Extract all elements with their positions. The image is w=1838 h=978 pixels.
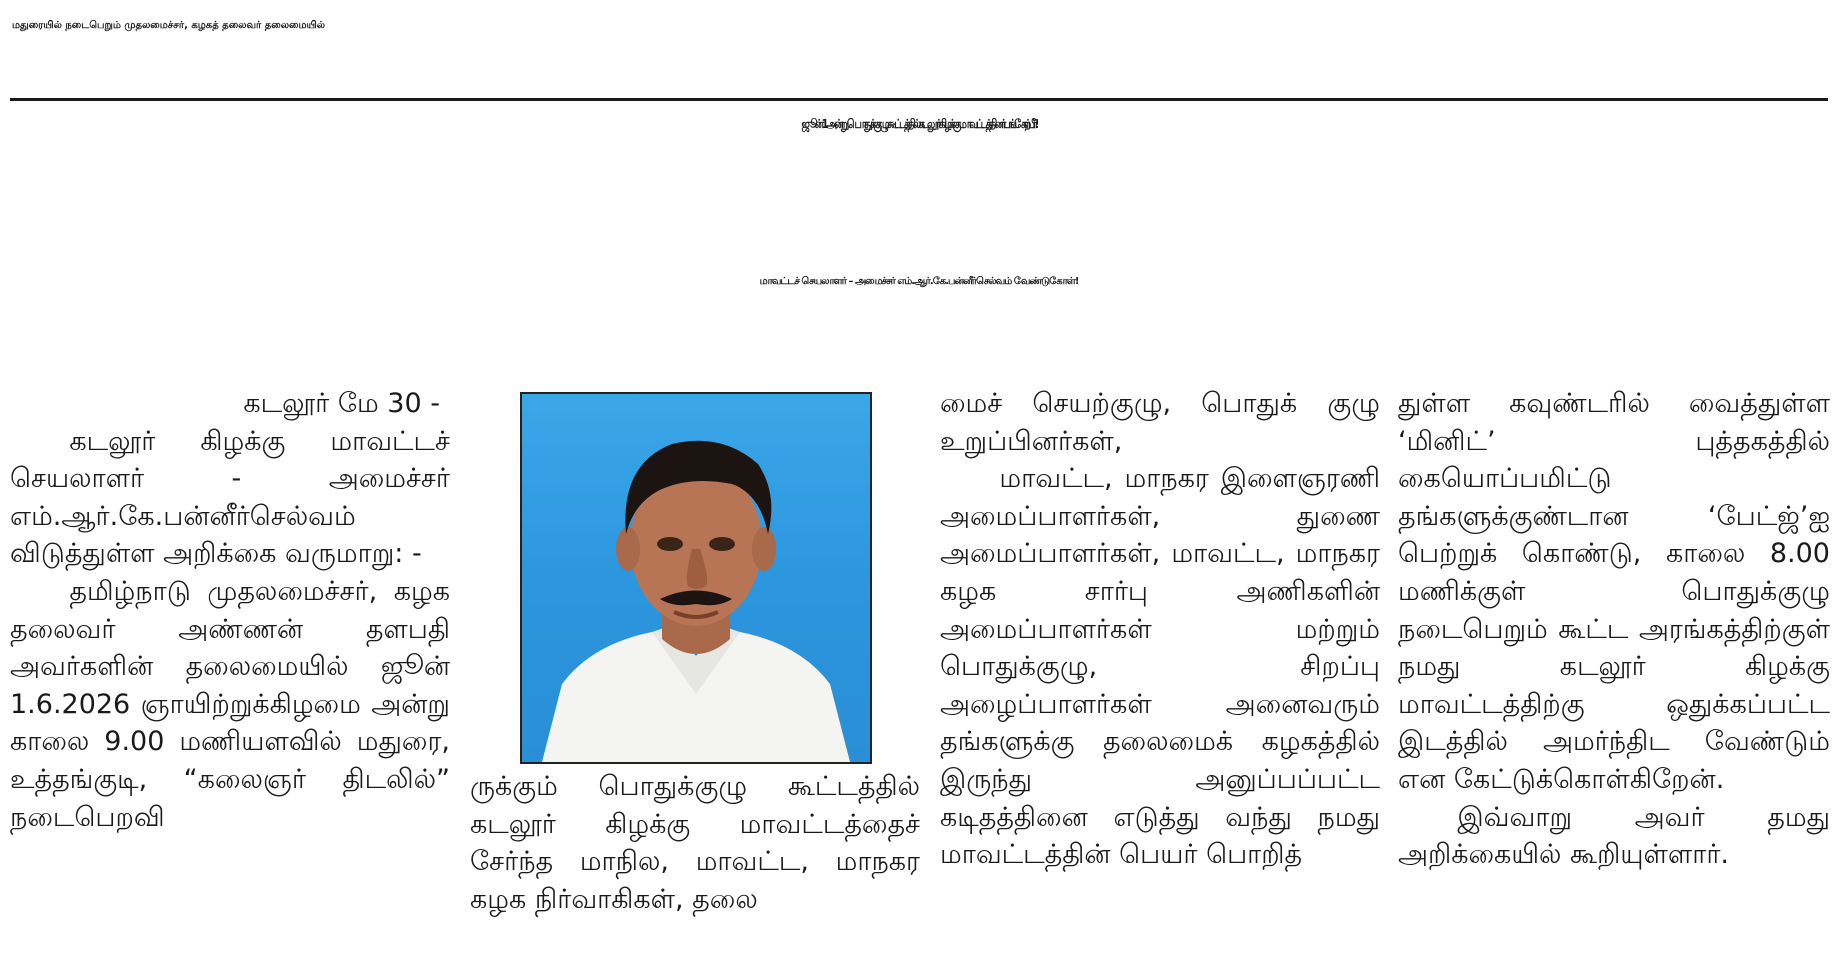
sub-headline: மாவட்டச் செயலாளர் – அமைச்சர் எம்.ஆர்.கே.பன்னீர்செல்வம் வேண்டுகோள்! — [759, 276, 1079, 287]
article-paragraph: ருக்கும் பொதுக்குழு கூட்டத்தில் கடலூர் கிழக்கு மாவட்டத்தைச் சேர்ந்த மாநில, மாவட்ட, மாநகர கழக நிர்வாகிகள், தலை — [470, 771, 920, 915]
article-column-1 — [10, 385, 450, 978]
person-portrait-icon — [522, 394, 870, 762]
article-paragraph: மைச் செயற்குழு, பொதுக் குழு உறுப்பினர்கள், — [940, 388, 1380, 457]
article-paragraph: இவ்வாறு அவர் தமது அறிக்கையில் கூறியுள்ளார். — [1398, 801, 1830, 871]
article-paragraph: துள்ள கவுண்டரில் வைத்துள்ள ‘மினிட்’ புத்தகத்தில் கையொப்பமிட்டு தங்களுக்குண்டான ‘பேட்ஜ்’ஐ பெற்றுக் கொண்டு, காலை 8.00 மணிக்குள் பொதுக்குழு நடைபெறும் கூட்ட அரங்கத்திற்குள் நமது கடலூர் கிழக்கு மாவட்டத்திற்கு ஒதுக்கப்பட்ட இடத்தில் அமர்ந்திட வேண்டும் என கேட்டுக்கொள்கிறேன். — [1398, 388, 1830, 795]
dateline: கடலூர் மே 30 - — [243, 388, 440, 419]
main-headline: ஜூன் 1 அன்று பொதுக்குழு கூட்டத்தில் கடலூர் கிழக்கு மாவட்டத்தினர் பங்கேற்பீர்! — [801, 118, 1037, 132]
article-paragraph: தமிழ்நாடு முதலமைச்சர், கழக தலைவர் அண்ணன் தளபதி அவர்களின் தலைமையில் ஜூன் 1.6.2026 ஞாயிற்றுக்கிழமை அன்று காலை 9.00 மணியளவில் மதுரை, உத்தங்குடி, “கலைஞர் திடலில்” நடைபெறவி — [10, 575, 450, 833]
portrait-photo — [520, 392, 872, 764]
article-column-2 — [470, 768, 920, 978]
article-paragraph: மாவட்ட, மாநகர இளைஞரணி அமைப்பாளர்கள், துணை அமைப்பாளர்கள், மாவட்ட, மாநகர கழக சார்பு அணிகளின் அமைப்பாளர்கள் மற்றும் பொதுக்குழு, சிறப்பு அழைப்பாளர்கள் அனைவரும் தங்களுக்கு தலைமைக் கழகத்தில் இருந்து அனுப்பப்பட்ட கடிதத்தினை எடுத்து வந்து நமது மாவட்டத்தின் பெயர் பொறித் — [940, 463, 1380, 871]
headline-divider — [10, 98, 1828, 101]
article-column-3 — [940, 385, 1380, 978]
article-column-4 — [1398, 385, 1830, 978]
article-paragraph: கடலூர் கிழக்கு மாவட்டச் செயலாளர் - அமைச்சர் எம்.ஆர்.கே.பன்னீர்செல்வம் விடுத்துள்ள அறிக்கை வருமாறு: - — [10, 425, 450, 570]
kicker-headline: மதுரையில் நடைபெறும் முதலமைச்சர், கழகத் தலைவர் தலைமையில் — [12, 20, 326, 31]
